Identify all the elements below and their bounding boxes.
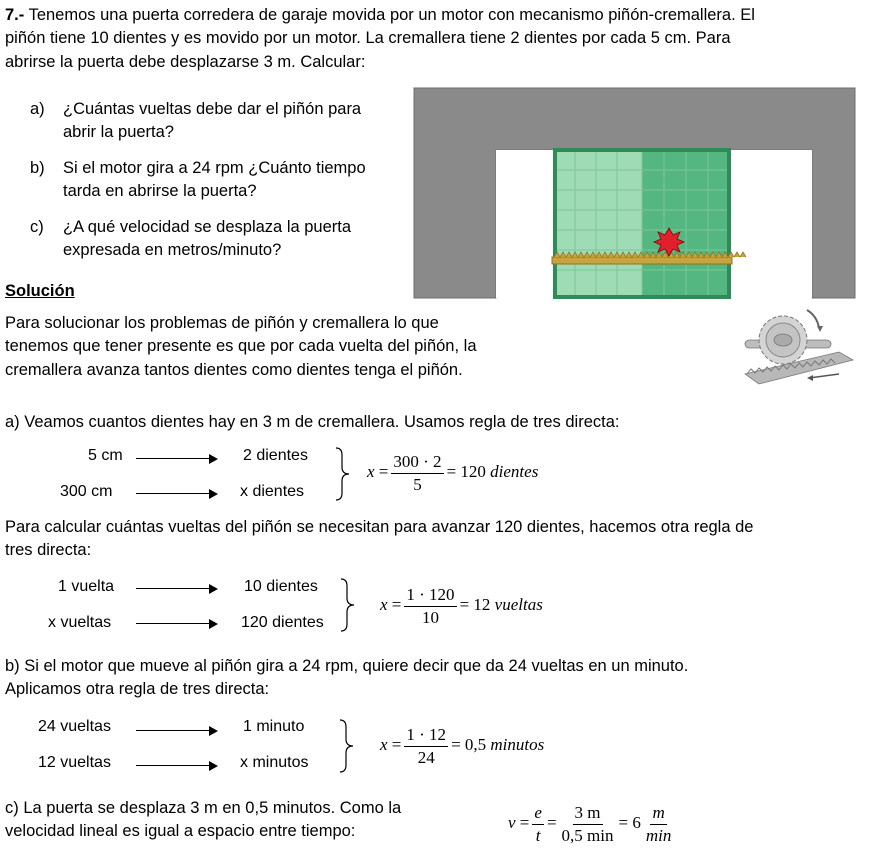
pinion-star-icon [654,228,684,256]
statement-line-1: 7.- Tenemos una puerta corredera de garaje movida por un motor con mecanismo piñón-cremallera. El [5,6,755,24]
rule2-r1-left: 1 vuelta [58,578,115,595]
rule1-formula: x = $\frac{300 \cdot 2}{5}$ = 120 dientes [367,452,539,494]
rule1-arrow-1 [136,458,216,459]
statement-line-2: piñón tiene 10 dientes y es movido por un motor. La cremallera tiene 2 dientes por cada 5 cm. Para [5,29,731,48]
rule1-r2-left: 300 cm [60,483,113,500]
rule2-r2-left: x vueltas [48,614,112,631]
rule2-arrow-1 [136,588,216,589]
rule2-formula: x = $\frac{1 \cdot 120}{10}$ = 12 vueltas [380,585,543,627]
question-a: a) ¿Cuántas vueltas debe dar el piñón para abrir la puerta? [30,100,362,142]
rule1-r2-right: x dientes [240,483,305,500]
rule3-arrow-1 [136,730,216,731]
pinion-rack-illustration [737,296,857,406]
statement-line-3: abrirse la puerta debe desplazarse 3 m. Calcular: [5,52,366,71]
velocity-formula: v = $\frac{e}{t}$ = $\frac{3 m}{0,5 \min}$ = 6 $\frac{m}{\min}$ [508,803,672,845]
solution-heading: Solución [5,282,75,300]
rule3-formula: x = $\frac{1 \cdot 12}{24}$ = 0,5 minutos [380,725,545,767]
rule1-brace [334,446,352,502]
part-c-text: c) La puerta se desplaza 3 m en 0,5 minutos. Como la velocidad lineal es igual a espacio entre tiempo: [5,799,402,841]
rule2-brace [339,577,357,633]
sliding-door [555,150,729,297]
rule3-r1-right: 1 minuto [243,718,305,735]
rule3-brace [338,718,356,774]
rule3-r1-left: 24 vueltas [38,718,111,735]
part-b-text: b) Si el motor que mueve al piñón gira a 24 rpm, quiere decir que da 24 vueltas en un minuto. Aplicamos otra regla de tres directa: [5,657,689,699]
problem-number: 7.- [5,6,25,24]
rule2-r1-right: 10 dientes [244,578,318,595]
garage-door-illustration [412,86,857,302]
part-a2-text: Para calcular cuántas vueltas del piñón se necesitan para avanzar 120 dientes, hacemos otra regla de tres directa: [5,518,754,560]
rule2-r2-right: 120 dientes [241,614,324,631]
rule3-arrow-2 [136,765,216,766]
rule2-arrow-2 [136,623,216,624]
solution-intro: Para solucionar los problemas de piñón y cremallera lo que tenemos que tener presente es que por cada vuelta del piñón, la cremallera avanza tantos dientes como dientes tenga el piñón. [5,314,477,379]
part-a-text: a) Veamos cuantos dientes hay en 3 m de cremallera. Usamos regla de tres directa: [5,413,620,431]
problem-statement [5,4,850,74]
rule3-r2-right: x minutos [240,754,309,771]
question-b: b) Si el motor gira a 24 rpm ¿Cuánto tiempo tarda en abrirse la puerta? [30,159,366,201]
rule3-r2-left: 12 vueltas [38,754,111,771]
rule1-r1-left: 5 cm [88,447,123,464]
rule1-arrow-2 [136,493,216,494]
question-c: c) ¿A qué velocidad se desplaza la puerta expresada en metros/minuto? [30,218,352,260]
rule1-r1-right: 2 dientes [243,447,308,464]
